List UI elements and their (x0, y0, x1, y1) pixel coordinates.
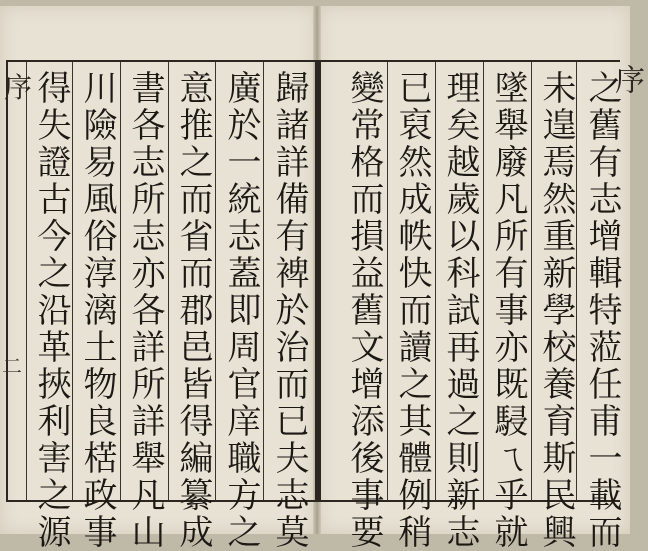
left-page-text-frame (6, 60, 318, 551)
text-column-4: 理矣越歲以科試再過之則新志 (440, 70, 480, 551)
right-page-text-frame (318, 60, 622, 551)
text-column-1: 歸諸詳備有裨於治而已夫志莫 (269, 70, 309, 551)
column-rule (531, 62, 532, 500)
column-rule (435, 62, 436, 500)
column-rule (26, 62, 27, 500)
text-column-3: 墜舉廢凡所有事亦既駸ㄟ乎就 (488, 70, 528, 551)
column-rule (263, 62, 264, 500)
column-rule (72, 62, 73, 500)
column-rule (120, 62, 121, 500)
fold-page-number: 二 (2, 354, 22, 378)
column-rule (576, 62, 577, 500)
text-column-6: 得失證古今之沿革挾利害之源 (31, 70, 71, 551)
column-rule (387, 62, 388, 500)
page-header-char: 序 (609, 64, 644, 94)
text-column-1: 之舊有志增輯特蒞任甫一載而 (582, 70, 622, 551)
column-rule (483, 62, 484, 500)
text-column-4: 書各志所志亦各詳所詳舉凡山 (125, 70, 165, 551)
text-column-2: 廣於一統志蓋即周官庠職方之 (221, 70, 261, 551)
text-column-6: 變常格而損益舊文增添後事要 (344, 70, 384, 551)
column-rule (215, 62, 216, 500)
page-corner-char: 序 (4, 71, 33, 104)
text-column-3: 意推之而省而郡邑皆得編纂成 (173, 70, 213, 551)
text-column-2: 未遑焉然重新學校養育斯民興 (536, 70, 576, 551)
text-column-5: 已裒然成帙快而讀之其體例稍 (392, 70, 432, 551)
text-column-5: 川險易風俗淳漓土物良楛政事 (77, 70, 117, 551)
column-rule (168, 62, 169, 500)
